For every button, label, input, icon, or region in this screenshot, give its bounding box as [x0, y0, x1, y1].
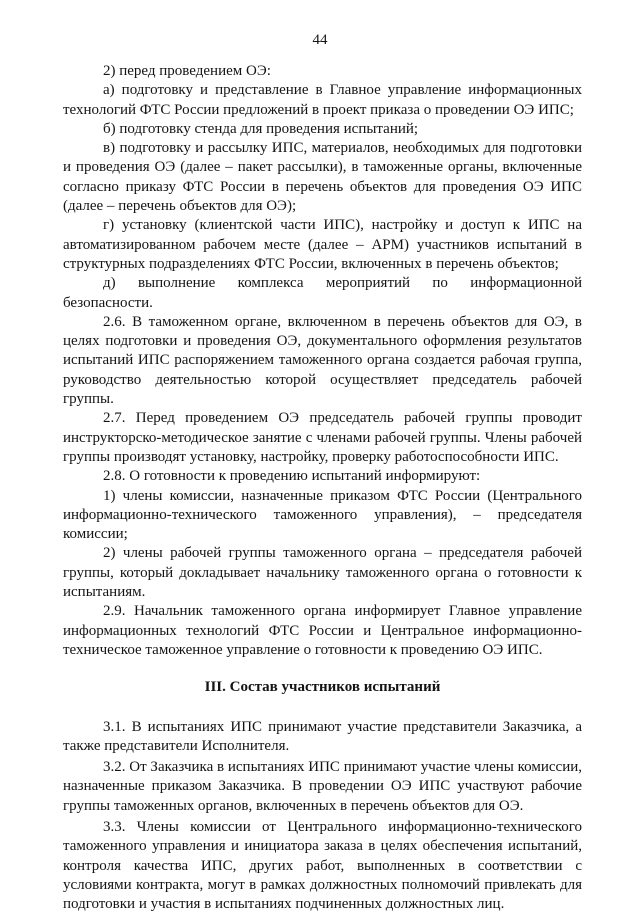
- paragraph: 3.1. В испытаниях ИПС принимают участие представители Заказчика, а также представители Исполнителя.: [63, 718, 582, 754]
- paragraph: в) подготовку и рассылку ИПС, материалов, необходимых для подготовки и проведения ОЭ (далее – пакет рассылки), в таможенные органы, включенные согласно приказу ФТС России в перечень объектов для проведения ОЭ ИПС (далее – перечень объектов для ОЭ);: [63, 140, 582, 215]
- page-number: 44: [312, 32, 328, 48]
- paragraph: б) подготовку стенда для проведения испытаний;: [103, 120, 419, 137]
- paragraph: 2.9. Начальник таможенного органа информирует Главное управление информационных технологий ФТС России и Центральное информационно-техническое таможенное управление о готовности к проведению ОЭ ИПС.: [63, 603, 582, 658]
- paragraph: 2) члены рабочей группы таможенного органа – председателя рабочей группы, который докладывает начальнику таможенного органа о готовности к испытаниям.: [63, 545, 582, 601]
- document-body: [63, 62, 582, 914]
- paragraph: д) выполнение комплекса мероприятий по информационной безопасности.: [63, 275, 582, 311]
- paragraph: 3.3. Члены комиссии от Центрального информационно-технического таможенного управления и инициатора заказа в целях обеспечения испытаний, контроля качества ИПС, других работ, выполненных в соответствии с условиями контракта, могут в рамках должностных полномочий привлекать для подготовки и участия в испытаниях подчиненных должностных лиц.: [63, 818, 582, 913]
- paragraph: а) подготовку и представление в Главное управление информационных технологий ФТС России предложений в проект приказа о проведении ОЭ ИПС;: [63, 82, 582, 118]
- paragraph: 3.2. От Заказчика в испытаниях ИПС принимают участие члены комиссии, назначенные приказом Заказчика. В проведении ОЭ ИПС участвуют рабочие группы таможенных органов, включенных в перечень объектов для ОЭ.: [63, 759, 582, 814]
- paragraph: 2.6. В таможенном органе, включенном в перечень объектов для ОЭ, в целях подготовки и проведения ОЭ, документального оформления результатов испытаний ИПС распоряжением таможенного органа создается рабочая группа, руководство деятельностью которой осуществляет председатель рабочей группы.: [63, 313, 582, 408]
- section-heading: III. Состав участников испытаний: [204, 679, 441, 696]
- paragraph: 2.7. Перед проведением ОЭ председатель рабочей группы проводит инструкторско-методическое занятие с членами рабочей группы. Члены рабочей группы производят установку, настройку, проверку работоспособности ИПС.: [63, 410, 582, 465]
- paragraph: 2) перед проведением ОЭ:: [103, 63, 271, 79]
- paragraph: 1) члены комиссии, назначенные приказом ФТС России (Центрального информационно-технического таможенного управления), – председателя комиссии;: [63, 487, 582, 543]
- paragraph: 2.8. О готовности к проведению испытаний информируют:: [103, 468, 481, 485]
- paragraph: г) установку (клиентской части ИПС), настройку и доступ к ИПС на автоматизированном рабочем месте (далее – АРМ) участников испытаний в структурных подразделениях ФТС России, включенных в перечень объектов;: [63, 217, 582, 272]
